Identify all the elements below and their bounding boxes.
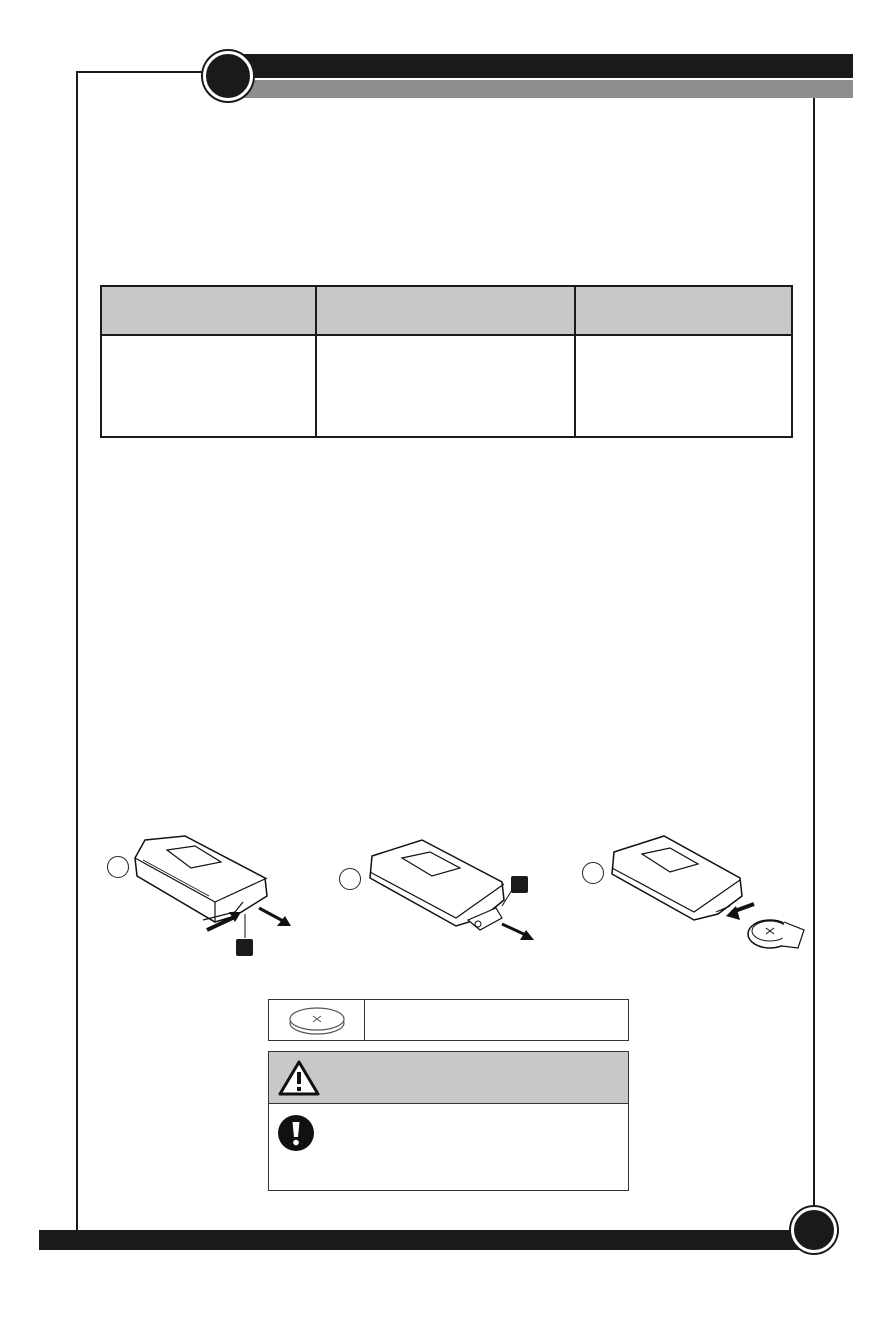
table-header-cell bbox=[101, 286, 316, 335]
exclamation-circle-icon bbox=[277, 1114, 315, 1152]
caution-body bbox=[269, 1104, 628, 1162]
caution-box bbox=[268, 1051, 629, 1191]
table-row bbox=[101, 335, 792, 437]
table-header-cell bbox=[575, 286, 792, 335]
table-cell bbox=[101, 335, 316, 437]
caution-header bbox=[269, 1052, 628, 1104]
step-1-tag bbox=[236, 939, 253, 956]
table-header-row bbox=[101, 286, 792, 335]
remote-open-step-1-illustration bbox=[125, 830, 300, 945]
battery-icon-cell bbox=[269, 1000, 365, 1040]
battery-label bbox=[365, 1000, 628, 1040]
table-header-cell bbox=[316, 286, 575, 335]
step-2-tag bbox=[511, 876, 528, 893]
spec-table bbox=[100, 285, 793, 438]
frame-line-left bbox=[76, 71, 78, 1231]
coin-cell-battery-icon bbox=[285, 1003, 349, 1037]
footer-bar bbox=[39, 1230, 809, 1250]
table-cell bbox=[316, 335, 575, 437]
page-number-badge bbox=[791, 1207, 837, 1253]
battery-info-box bbox=[268, 999, 629, 1041]
section-badge bbox=[203, 51, 253, 101]
table-cell bbox=[575, 335, 792, 437]
warning-triangle-icon bbox=[277, 1059, 321, 1097]
frame-line-right bbox=[813, 98, 815, 1218]
step-number-3 bbox=[582, 862, 604, 884]
header-bar bbox=[232, 54, 853, 78]
header-subbar bbox=[232, 80, 853, 98]
frame-line-top bbox=[76, 71, 207, 73]
remote-battery-step-3-illustration bbox=[604, 822, 809, 962]
step-number-2 bbox=[339, 868, 361, 890]
